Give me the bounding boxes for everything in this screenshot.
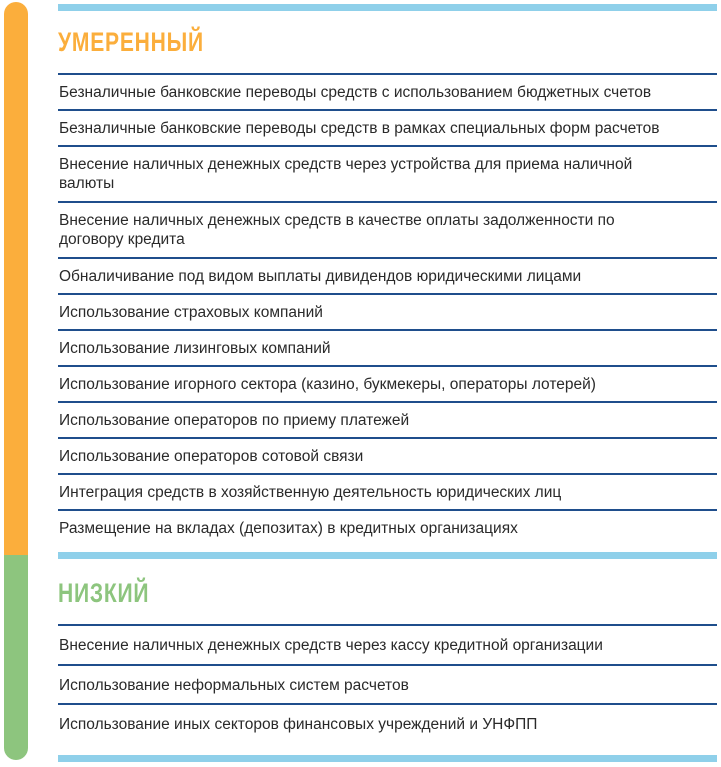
middle-divider-bar: [58, 552, 717, 559]
list-item: Использование лизинговых компаний: [58, 331, 717, 367]
top-divider-bar: [58, 4, 717, 11]
list-item: Обналичивание под видом выплаты дивидендов юридическими лицами: [58, 259, 717, 295]
list-item: Внесение наличных денежных средств в качестве оплаты задолженности по договору кредита: [58, 203, 717, 259]
section-low: [58, 572, 717, 745]
low-risk-side-bar: [4, 555, 28, 760]
bottom-divider-bar: [58, 755, 717, 762]
section-moderate: [58, 22, 717, 547]
list-item: Использование страховых компаний: [58, 295, 717, 331]
moderate-list: [58, 73, 717, 547]
list-item: Безналичные банковские переводы средств в рамках специальных форм расчетов: [58, 111, 717, 147]
list-item: Использование операторов по приему платежей: [58, 403, 717, 439]
list-item: Интеграция средств в хозяйственную деятельность юридических лиц: [58, 475, 717, 511]
list-item: Использование иных секторов финансовых учреждений и УНФПП: [59, 716, 538, 733]
list-item: Использование неформальных систем расчетов: [58, 666, 717, 706]
list-item: Внесение наличных денежных средств через устройства для приема наличной валюты: [58, 147, 717, 203]
low-list: [58, 624, 717, 745]
list-item: Использование операторов сотовой связи: [58, 439, 717, 475]
list-item: Внесение наличных денежных средств через кассу кредитной организации: [58, 626, 717, 666]
section-title-moderate: УМЕРЕННЫЙ: [58, 27, 204, 57]
list-item: Размещение на вкладах (депозитах) в кредитных организациях: [59, 520, 518, 537]
moderate-risk-side-bar: [4, 2, 28, 555]
list-item: Безналичные банковские переводы средств с использованием бюджетных счетов: [58, 75, 717, 111]
list-item: Использование игорного сектора (казино, букмекеры, операторы лотерей): [58, 367, 717, 403]
section-title-low: НИЗКИЙ: [58, 578, 150, 608]
